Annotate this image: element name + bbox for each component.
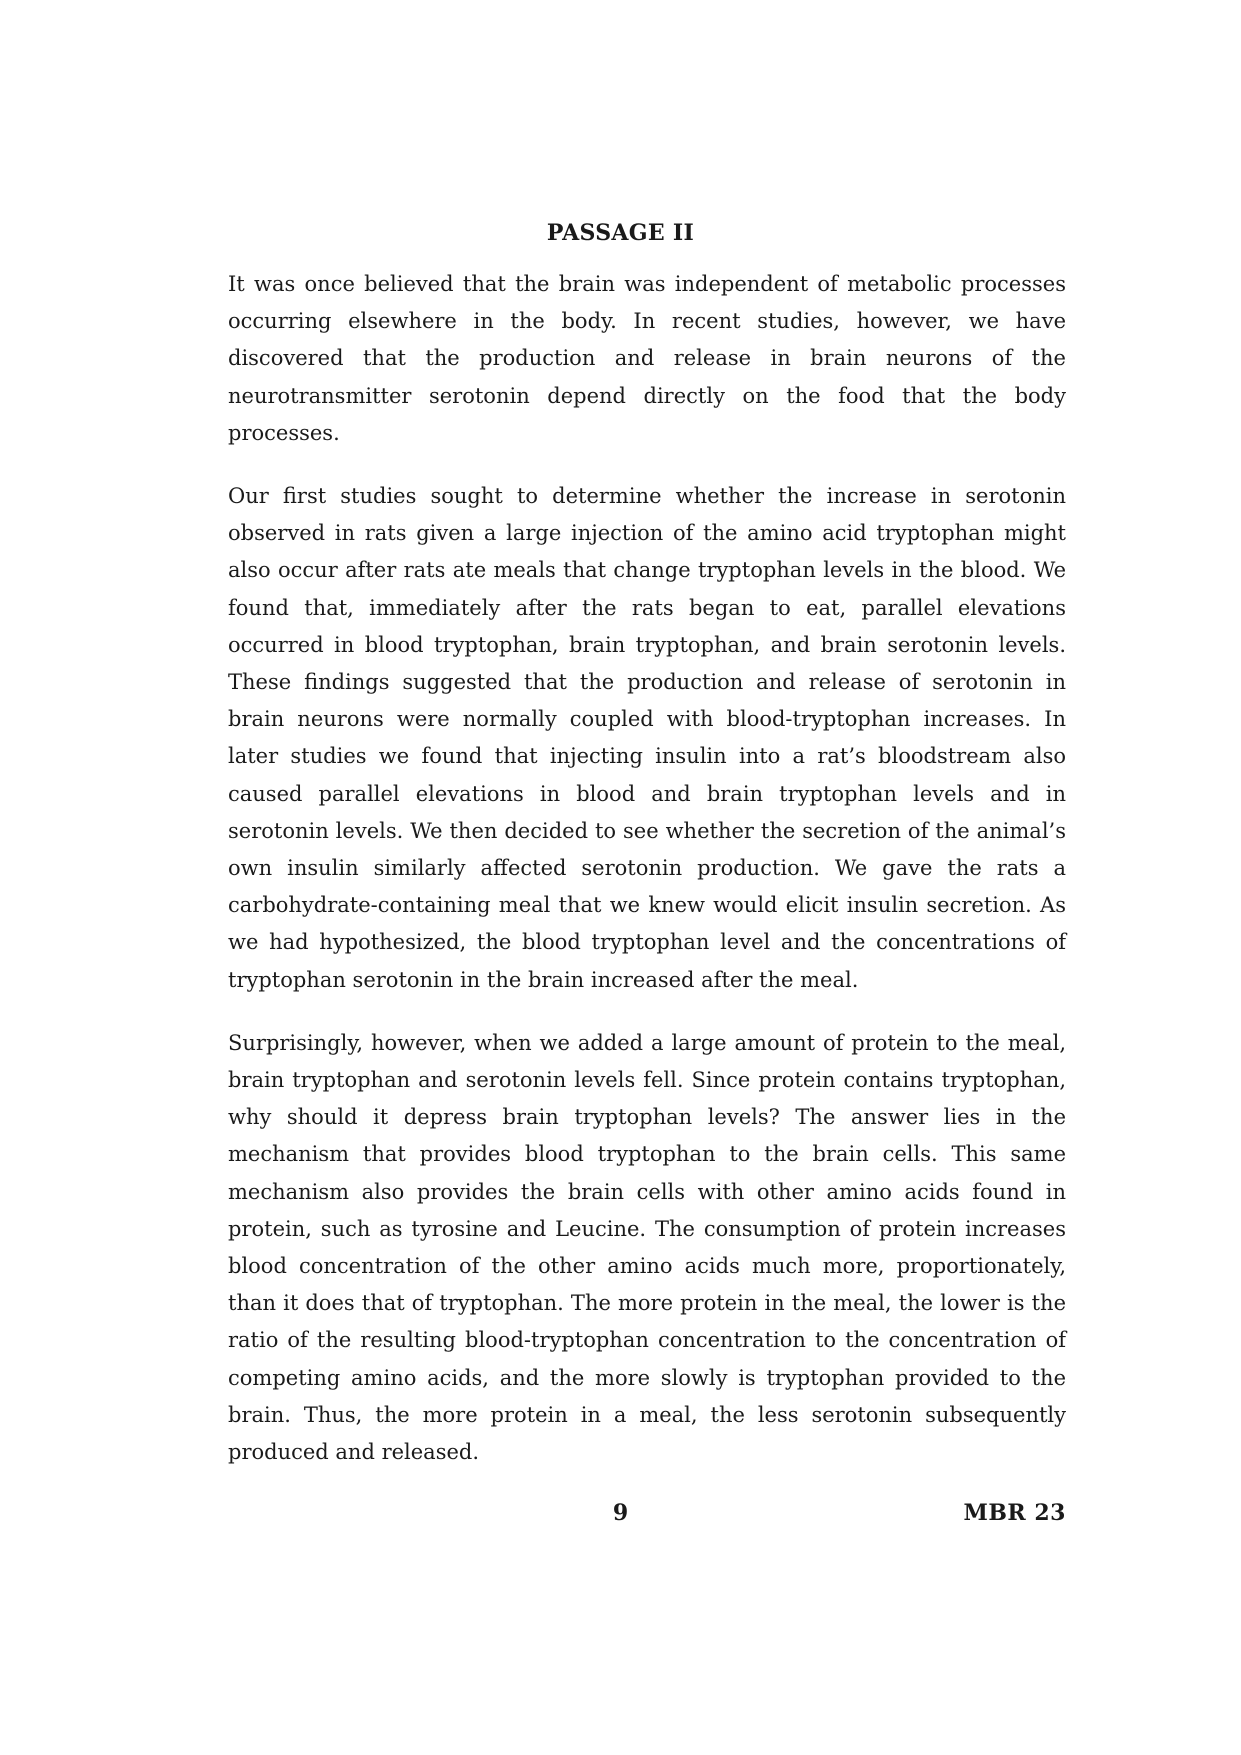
- page-number: 9: [612, 1500, 629, 1526]
- paragraph-1: It was once believed that the brain was independent of metabolic processes occurring elsewhere in the body. In recent studies, however, we have discovered that the production and release in brain neurons of the neurotransmitter serotonin depend directly on the food that the body processes.: [228, 272, 1066, 445]
- passage-body: [228, 266, 1066, 1497]
- booklet-code: MBR 23: [963, 1500, 1066, 1526]
- paragraph-3: Surprisingly, however, when we added a large amount of protein to the meal, brain tryptophan and serotonin levels fell. Since protein contains tryptophan, why should it depress brain tryptophan levels? The answer lies in the mechanism that provides blood tryptophan to the brain cells. This same mechanism also provides the brain cells with other amino acids found in protein, such as tyrosine and Leucine. The consumption of protein increases blood concentration of the other amino acids much more, proportionately, than it does that of tryptophan. The more protein in the meal, the lower is the ratio of the resulting blood-tryptophan concentration to the concentration of competing amino acids, and the more slowly is tryptophan provided to the brain. Thus, the more protein in a meal, the less serotonin subsequently produced and released.: [228, 1030, 1066, 1465]
- paragraph-2: Our first studies sought to determine whether the increase in serotonin observed in rats given a large injection of the amino acid tryptophan might also occur after rats ate meals that change tryptophan levels in the blood. We found that, immediately after the rats began to eat, parallel elevations occurred in blood tryptophan, brain tryptophan, and brain serotonin levels. These findings suggested that the production and release of serotonin in brain neurons were normally coupled with blood-tryptophan increases. In later studies we found that injecting insulin into a rat’s bloodstream also caused parallel elevations in blood and brain tryptophan levels and in serotonin levels. We then decided to see whether the secretion of the animal’s own insulin similarly affected serotonin production. We gave the rats a carbohydrate-containing meal that we knew would elicit insulin secretion. As we had hypothesized, the blood tryptophan level and the concentrations of tryptophan serotonin in the brain increased after the meal.: [228, 484, 1066, 992]
- passage-title: PASSAGE II: [546, 220, 695, 246]
